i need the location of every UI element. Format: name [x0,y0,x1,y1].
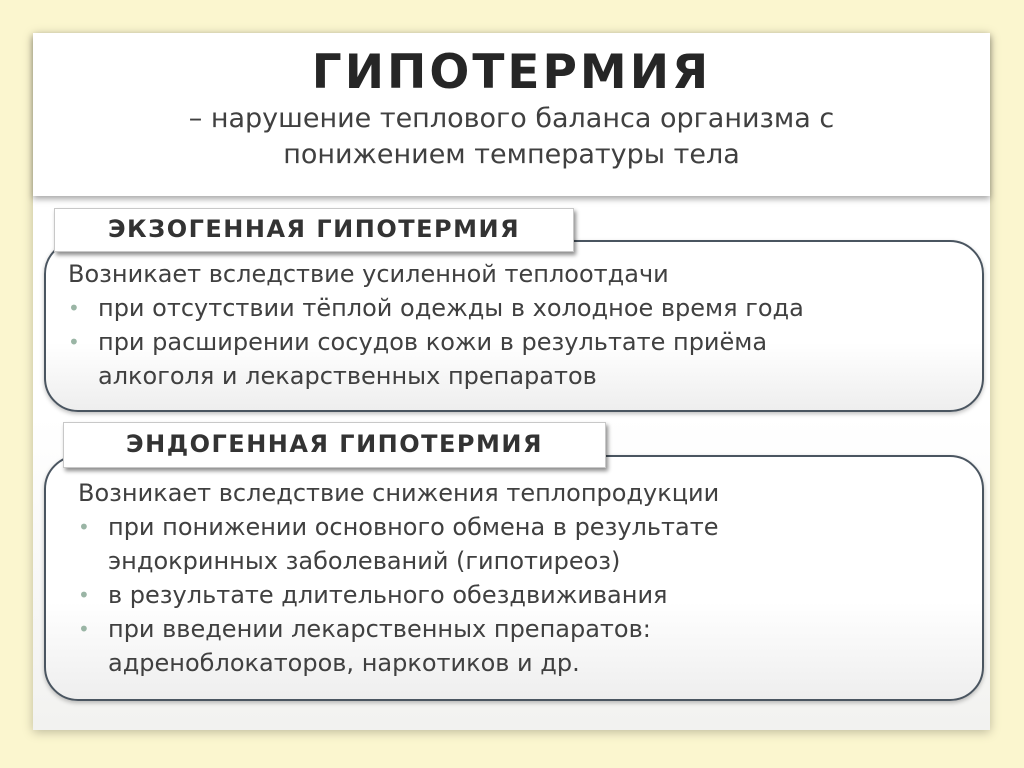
list-item-text-continued: эндокринных заболеваний (гипотиреоз) [108,547,621,575]
list-item-text-continued: адреноблокаторов, наркотиков и др. [108,649,580,677]
subtitle [33,101,990,173]
list-item-text: при введении лекарственных препаратов: [108,615,651,643]
endogenous-intro: Возникает вследствие снижения теплопродукции [78,479,720,507]
list-item-text: при отсутствии тёплой одежды в холодное время года [98,294,804,322]
list-item-text-continued: алкоголя и лекарственных препаратов [98,362,597,390]
endogenous-list [78,510,968,680]
list-item [68,291,968,325]
exogenous-label: ЭКЗОГЕННАЯ ГИПОТЕРМИЯ [54,208,574,252]
list-item [78,578,968,612]
exogenous-content [68,257,968,393]
bullet-icon: • [78,515,90,539]
subtitle-line-2: понижением температуры тела [283,139,740,170]
list-item [78,612,968,680]
page-title: ГИПОТЕРМИЯ [311,45,712,100]
list-item [68,325,968,393]
bullet-icon: • [78,617,90,641]
bullet-icon: • [68,296,80,320]
list-item-text: при расширении сосудов кожи в результате приёма [98,328,768,356]
endogenous-label: ЭНДОГЕННАЯ ГИПОТЕРМИЯ [63,422,606,468]
subtitle-line-1: – нарушение теплового баланса организма с [188,103,835,134]
list-item [78,510,968,578]
list-item-text: в результате длительного обездвиживания [108,581,668,609]
endogenous-content [78,476,968,680]
exogenous-intro: Возникает вследствие усиленной теплоотдачи [68,260,669,288]
list-item-text: при понижении основного обмена в результате [108,513,719,541]
bullet-icon: • [78,583,90,607]
title-box [33,33,990,196]
bullet-icon: • [68,330,80,354]
exogenous-list [68,291,968,393]
